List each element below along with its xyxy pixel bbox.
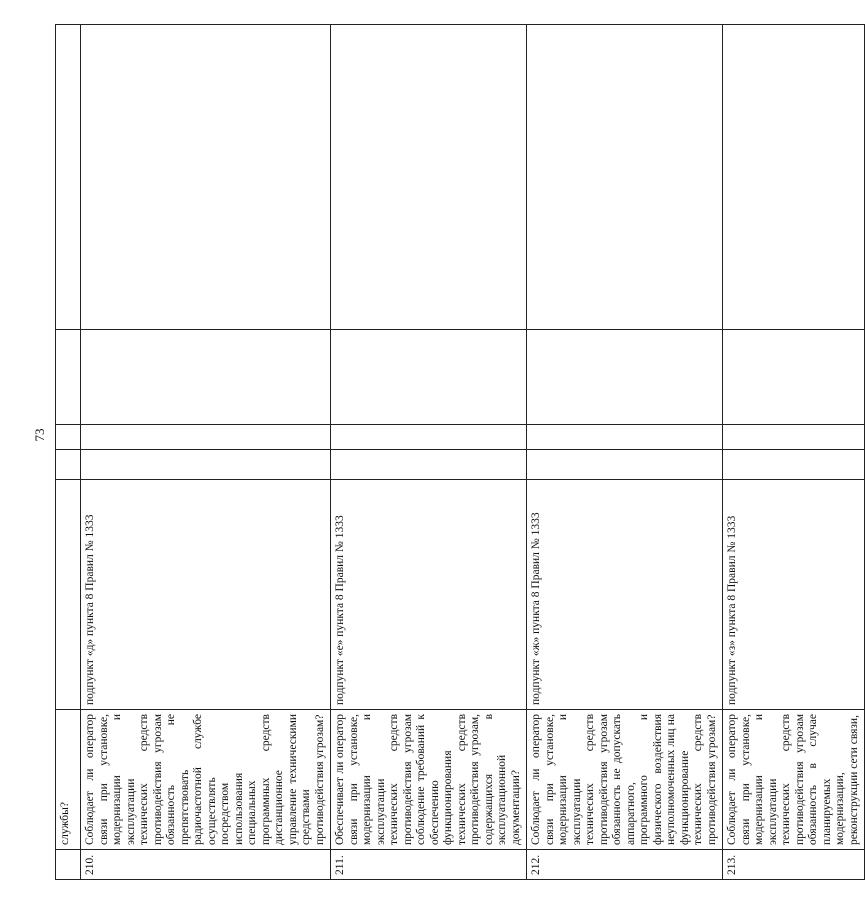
table-row [527,25,723,880]
question-cell: Соблюдает ли оператор связи при установке, модернизации и эксплуатации технических средств противодействия угрозам обязанность не препятствовать радиочастотной службе осуществлять посредством использования специальных программных средств дистанционное управление техническими средствами противодействия угрозам? [81,710,331,850]
row-number: 210. [81,850,331,880]
reference-cell: подпункт «е» пункта 8 Правил № 1333 [331,480,527,710]
no-cell [56,425,81,450]
reference-cell: подпункт «ж» пункта 8 Правил № 1333 [527,480,723,710]
rotated-table-wrapper [55,25,860,880]
question-cell: Обеспечивает ли оператор связи при установке, модернизации и эксплуатации технических средств противодействия угрозам соблюдение требований к обеспечению функционирования технических средств противодействия угрозам, содержащихся в эксплуатационной документации? [331,710,527,850]
note-cell [56,25,81,330]
na-cell [527,330,723,425]
num-cell [56,850,81,880]
question-cell: Соблюдает ли оператор связи при установке, модернизации и эксплуатации технических средств противодействия угрозам обязанность в случае планируемых модернизации, реконструкции сети связи, [723,710,865,850]
checklist-table [55,24,865,880]
yes-cell [723,450,865,480]
note-cell [723,25,865,330]
note-cell [527,25,723,330]
table-row-continuation [56,25,81,880]
yes-cell [331,450,527,480]
row-number: 211. [331,850,527,880]
no-cell [723,425,865,450]
no-cell [81,425,331,450]
yes-cell [56,450,81,480]
na-cell [331,330,527,425]
row-number: 212. [527,850,723,880]
reference-cell: подпункт «з» пункта 8 Правил № 1333 [723,480,865,710]
table-row [331,25,527,880]
page-number: 73 [32,428,47,442]
no-cell [331,425,527,450]
question-cell: Соблюдает ли оператор связи при установке, модернизации и эксплуатации технических средств противодействия угрозам обязанность не допускать аппаратного, программного и физического воздействия неуполномоченных лиц на функционирование технических средств противодействия угрозам? [527,710,723,850]
row-number: 213. [723,850,865,880]
no-cell [527,425,723,450]
table-row [81,25,331,880]
question-cell: службы? [56,710,81,850]
na-cell [723,330,865,425]
na-cell [56,330,81,425]
note-cell [331,25,527,330]
reference-cell [56,480,81,710]
table-row [723,25,865,880]
yes-cell [527,450,723,480]
na-cell [81,330,331,425]
reference-cell: подпункт «д» пункта 8 Правил № 1333 [81,480,331,710]
note-cell [81,25,331,330]
yes-cell [81,450,331,480]
